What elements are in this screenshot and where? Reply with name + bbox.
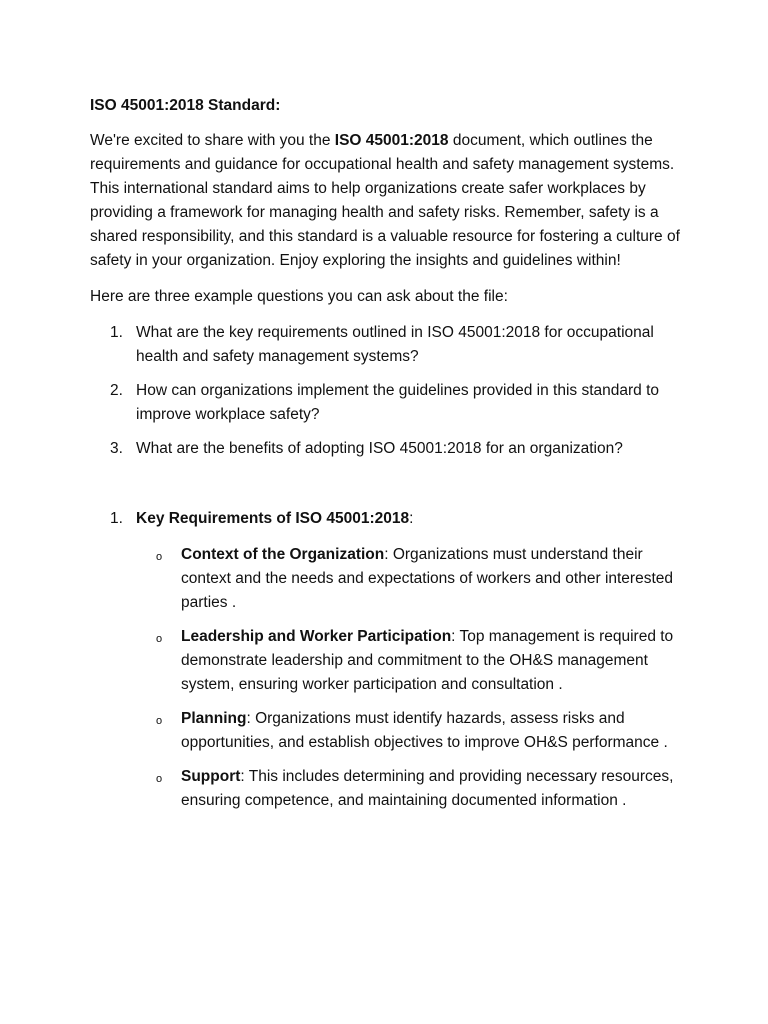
requirement-item (136, 625, 690, 697)
question-item (90, 321, 690, 369)
answer-heading-line (136, 510, 413, 527)
section-spacer (90, 471, 690, 507)
circle-bullet-icon: o (156, 715, 163, 727)
intro-standard-name: ISO 45001:2018 (334, 132, 449, 149)
requirement-text: : This includes determining and providing necessary resources, ensuring competence, and maintaining documented information . (181, 768, 674, 809)
circle-bullet-icon: o (156, 551, 163, 563)
circle-bullet-icon: o (156, 773, 163, 785)
question-number: 1. (110, 324, 123, 341)
requirement-item (136, 707, 690, 755)
answer-heading-colon: : (409, 510, 414, 527)
answer-number: 1. (110, 510, 123, 527)
question-text: What are the key requirements outlined in ISO 45001:2018 for occupational health and safety management systems? (136, 324, 654, 365)
requirement-item (136, 543, 690, 615)
requirement-label: Context of the Organization (181, 546, 385, 563)
questions-intro: Here are three example questions you can ask about the file: (90, 288, 508, 305)
intro-text-start: We're excited to share with you the (90, 132, 335, 149)
document-title: ISO 45001:2018 Standard: (90, 97, 281, 114)
example-questions-list (90, 321, 690, 461)
document-body (90, 94, 690, 823)
answer-section (90, 507, 690, 813)
question-number: 2. (110, 382, 123, 399)
circle-bullet-icon: o (156, 633, 163, 645)
question-item (90, 379, 690, 427)
answer-heading: Key Requirements of ISO 45001:2018 (136, 510, 410, 527)
intro-text-end: document, which outlines the requirements and guidance for occupational health and safety management systems. This international standard aims to help organizations create safer workplaces by providing a framework for managing health and safety risks. Remember, safety is a shared responsibility, and this standard is a valuable resource for fostering a culture of safety in your organization. Enjoy exploring the insights and guidelines within! (90, 132, 680, 269)
question-text: How can organizations implement the guidelines provided in this standard to improve workplace safety? (136, 382, 659, 423)
requirement-text: : Organizations must understand their context and the needs and expectations of workers and other interested parties . (181, 546, 674, 611)
requirement-label: Leadership and Worker Participation (181, 628, 452, 645)
requirement-label: Support (181, 768, 241, 785)
intro-paragraph (90, 129, 690, 273)
question-text: What are the benefits of adopting ISO 45001:2018 for an organization? (136, 440, 623, 457)
requirement-label: Planning (181, 710, 247, 727)
requirement-text: : Top management is required to demonstrate leadership and commitment to the OH&S management system, ensuring worker participation and consultation . (181, 628, 674, 693)
question-item (90, 437, 690, 461)
question-number: 3. (110, 440, 123, 457)
requirements-list (136, 543, 690, 813)
answers-list (90, 507, 690, 813)
requirement-item (136, 765, 690, 813)
requirement-text: : Organizations must identify hazards, assess risks and opportunities, and establish objectives to improve OH&S performance . (181, 710, 668, 751)
